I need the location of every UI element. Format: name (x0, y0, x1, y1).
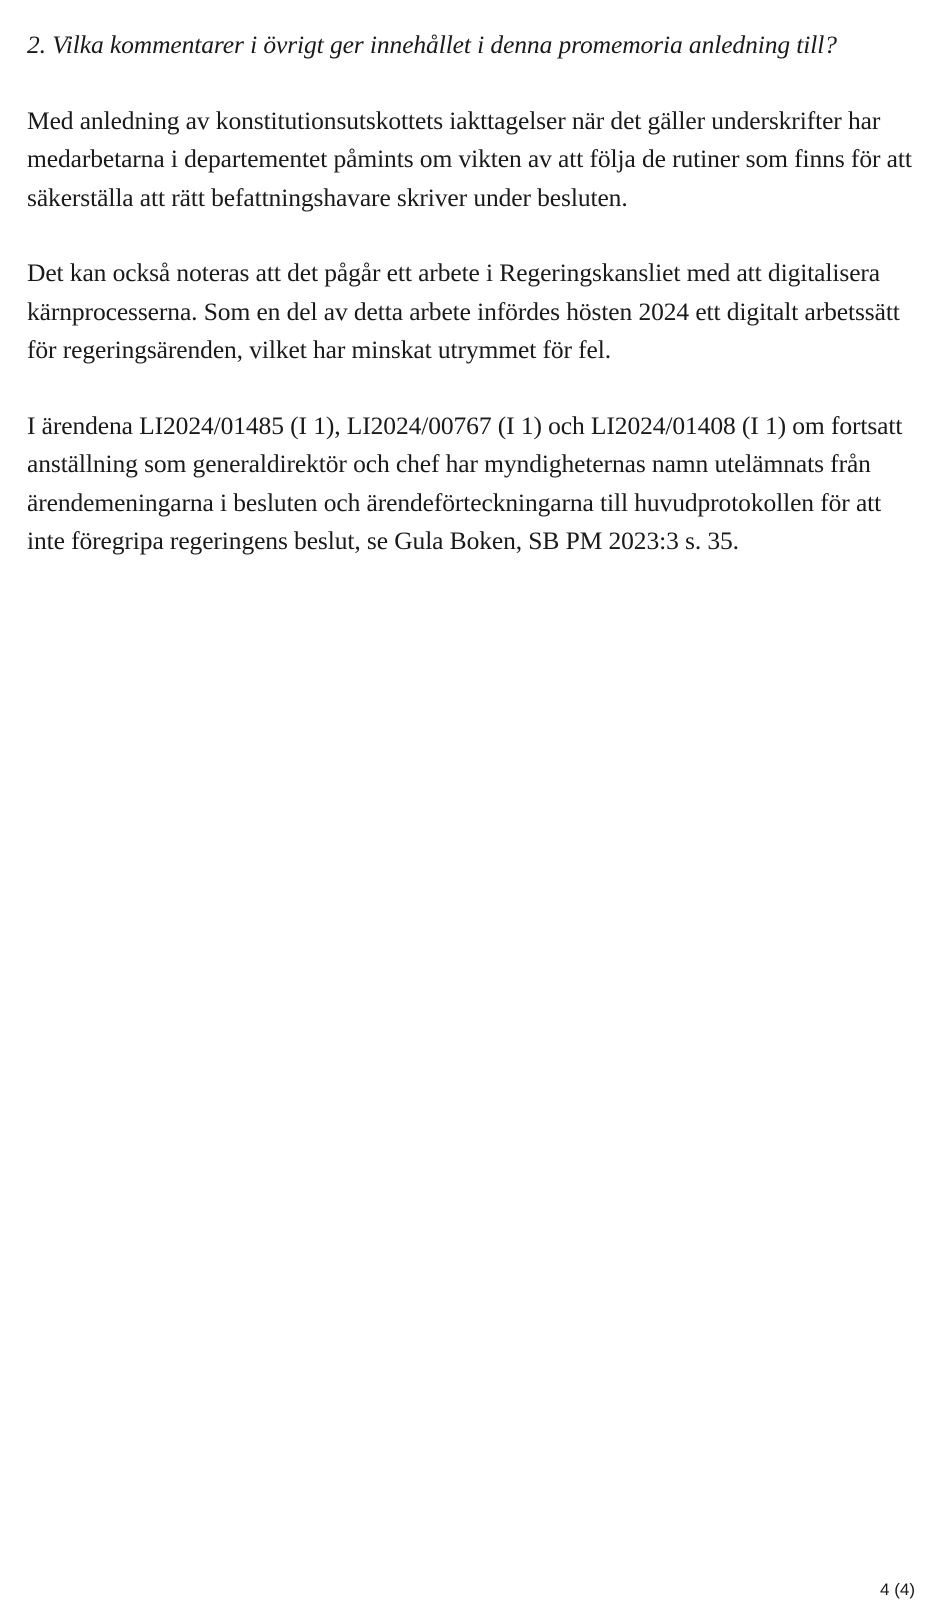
paragraph-digitalisation: Det kan också noteras att det pågår ett arbete i Regeringskansliet med att digitalisera kärnprocesserna. Som en del av detta arbete infördes hösten 2024 ett digitalt arbetssätt för regeringsärenden, vilket har minskat utrymmet för fel. (27, 258, 900, 364)
paragraph-case-references: I ärendena LI2024/01485 (I 1), LI2024/00767 (I 1) och LI2024/01408 (I 1) om fortsatt anställning som generaldirektör och chef har myndigheternas namn utelämnats från ärendemeningarna i besluten och ärendeförteckningarna till huvudprotokollen för att inte föregripa regeringens beslut, se Gula Boken, SB PM 2023:3 s. 35. (27, 410, 903, 555)
paragraph-signatures: Med anledning av konstitutionsutskottets iakttagelser när det gäller underskrifter har medarbetarna i departementet påmints om vikten av att följa de rutiner som finns för att säkerställa att rätt befattningshavare skriver under besluten. (27, 105, 912, 212)
question-heading: 2. Vilka kommentarer i övrigt ger innehållet i denna promemoria anledning till? (27, 30, 837, 59)
page-number: 4 (4) (880, 1580, 915, 1599)
document-body (27, 26, 917, 598)
